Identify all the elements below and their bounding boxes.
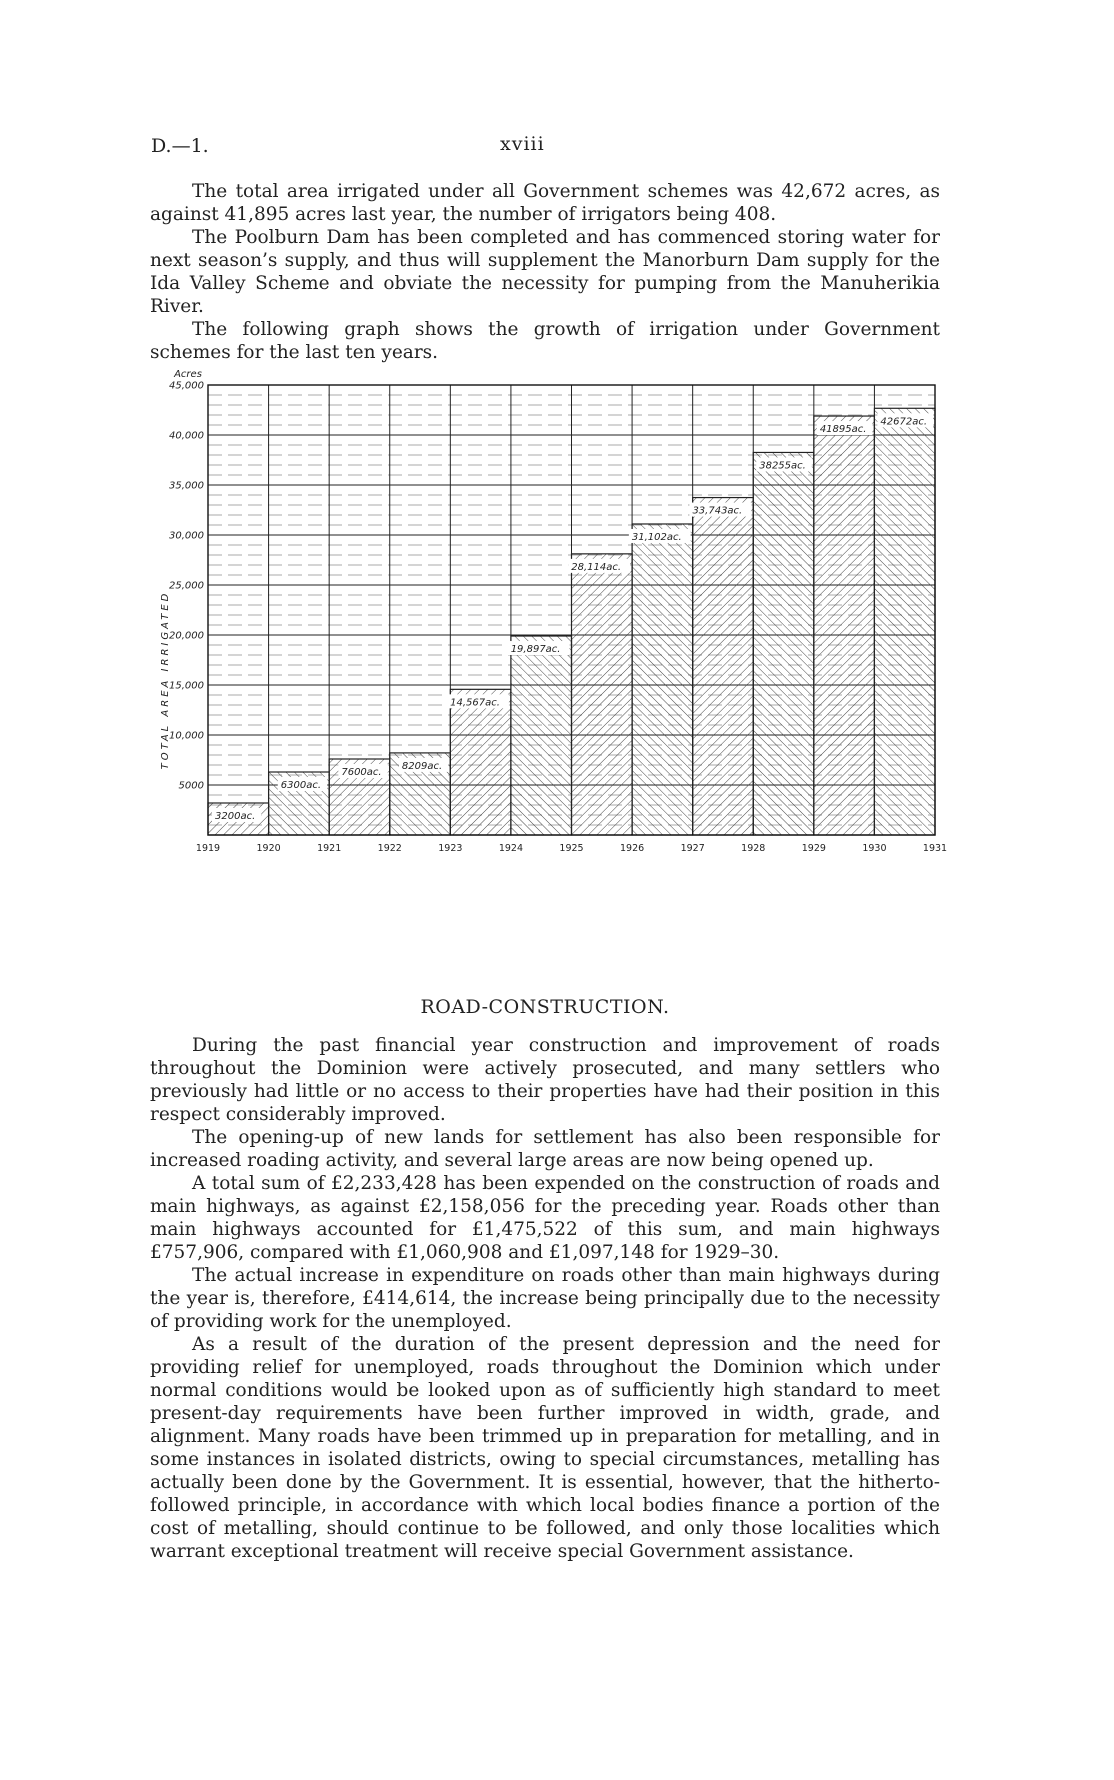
data-label: 42672ac.	[880, 416, 928, 428]
y-tick-label: 45,000	[169, 380, 204, 392]
data-label: 14,567ac.	[450, 697, 500, 709]
x-tick-label: 1928	[741, 843, 766, 854]
x-tick-label: 1925	[559, 843, 584, 854]
irrigation-bar	[450, 689, 511, 835]
data-label: 6300ac.	[280, 780, 322, 791]
report-code: D.—1.	[151, 135, 209, 157]
intro-paragraph: The following graph shows the growth of irrigation under Government schemes for the last ten years.	[150, 319, 940, 363]
y-tick-label: 15,000	[169, 680, 204, 692]
y-unit-label: Acres	[174, 369, 202, 380]
data-label: 31,102ac.	[631, 531, 682, 543]
data-label: 19,897ac.	[510, 644, 561, 656]
x-tick-label: 1921	[317, 843, 342, 854]
x-tick-label: 1929	[801, 843, 826, 854]
data-label: 3200ac.	[215, 811, 256, 822]
intro-paragraph: The total area irrigated under all Government schemes was 42,672 acres, as against 41,895 acres last year, the number of irrigators being 408.	[150, 181, 940, 225]
irrigation-chart	[150, 365, 950, 965]
irrigation-bar	[572, 554, 633, 835]
y-tick-label: 35,000	[169, 480, 204, 492]
irrigation-bar	[693, 498, 754, 835]
y-tick-label: 25,000	[169, 580, 204, 592]
body-paragraph: A total sum of £2,233,428 has been expended on the construction of roads and main highways, as against £2,158,056 for the preceding year. Roads other than main highways accounted for £1,475,522 of this sum, and main highways £757,906, compared with £1,060,908 and £1,097,148 for 1929–30.	[150, 1173, 940, 1263]
y-tick-label: 30,000	[169, 530, 204, 542]
x-tick-label: 1927	[680, 843, 705, 854]
body-paragraph: As a result of the duration of the present depression and the need for providing relief for unemployed, roads throughout the Dominion which under normal conditions would be looked upon as of sufficiently high standard to meet present-day requirements have been further improved in width, grade, and alignment. Many roads have been trimmed up in preparation for metalling, and in some instances in isolated districts, owing to special circumstances, metalling has actually been done by the Government. It is essential, however, that the hitherto-followed principle, in accordance with which local bodies finance a portion of the cost of metalling, should continue to be followed, and only those localities which warrant exceptional treatment will receive special Government assistance.	[150, 1334, 940, 1562]
x-tick-label: 1922	[377, 843, 402, 854]
road-section-text	[150, 1034, 940, 1563]
data-label: 7600ac.	[341, 767, 382, 778]
data-label: 33,743ac.	[692, 505, 743, 517]
data-label: 41895ac.	[819, 424, 867, 436]
x-tick-label: 1926	[619, 843, 645, 854]
body-paragraph: The opening-up of new lands for settlement has also been responsible for increased roading activity, and several large areas are now being opened up.	[150, 1127, 940, 1171]
irrigation-bar	[814, 416, 875, 835]
data-label: 8209ac.	[401, 760, 443, 772]
irrigation-chart-svg	[150, 365, 950, 965]
data-label: 28,114ac.	[571, 561, 622, 573]
section-title: ROAD-CONSTRUCTION.	[420, 996, 670, 1018]
data-label: 38255ac.	[759, 460, 806, 472]
intro-text	[150, 180, 940, 364]
irrigation-bar	[632, 524, 693, 835]
intro-paragraph: The Poolburn Dam has been completed and has commenced storing water for next season’s supply, and thus will supplement the Manorburn Dam supply for the Ida Valley Scheme and obviate the necessity for pumping from the Manuherikia River.	[150, 227, 940, 317]
page-number: xviii	[500, 133, 545, 155]
irrigation-bar	[753, 452, 814, 835]
irrigation-bar	[511, 636, 572, 835]
x-tick-label: 1931	[922, 843, 948, 854]
irrigation-bar	[874, 408, 935, 835]
x-tick-label: 1920	[256, 843, 281, 854]
y-tick-label: 5000	[178, 780, 204, 792]
body-paragraph: During the past financial year construction and improvement of roads throughout the Dominion were actively prosecuted, and many settlers who previously had little or no access to their properties have had their position in this respect considerably improved.	[150, 1035, 940, 1125]
body-paragraph: The actual increase in expenditure on roads other than main highways during the year is, therefore, £414,614, the increase being principally due to the necessity of providing work for the unemployed.	[150, 1265, 940, 1332]
y-tick-label: 10,000	[169, 730, 204, 742]
x-tick-label: 1919	[195, 843, 221, 854]
x-tick-label: 1923	[438, 843, 463, 854]
y-axis-title: TOTAL AREA IRRIGATED	[160, 590, 171, 770]
x-tick-label: 1924	[498, 843, 524, 854]
x-tick-label: 1930	[862, 843, 887, 854]
y-tick-label: 40,000	[169, 430, 204, 442]
y-tick-label: 20,000	[169, 630, 204, 642]
